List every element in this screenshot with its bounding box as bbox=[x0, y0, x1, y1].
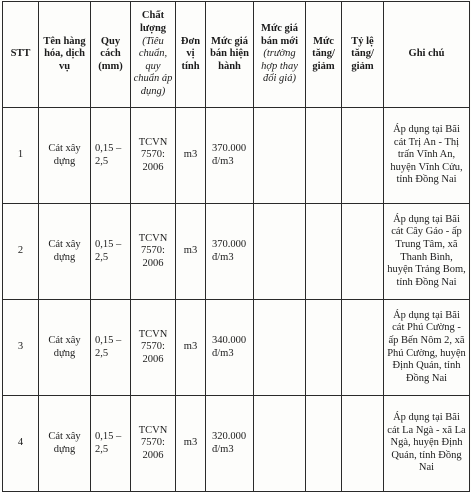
table-row bbox=[3, 300, 470, 396]
cell-stt: 3 bbox=[3, 300, 39, 396]
cell-note: Áp dụng tại Bãi cát La Ngà - xã La Ngà, huyện Định Quán, tỉnh Đồng Nai bbox=[384, 396, 470, 492]
cell-note: Áp dụng tại Bãi cát Phú Cường - ấp Bến Nôm 2, xã Phú Cường, huyện Định Quán, tỉnh Đồng Nai bbox=[384, 300, 470, 396]
table-header-row bbox=[3, 2, 470, 108]
cell-current-price: 370.000 đ/m3 bbox=[206, 108, 254, 204]
cell-new-price bbox=[254, 204, 306, 300]
header-notes: Ghi chú bbox=[384, 2, 470, 108]
cell-change-amount bbox=[306, 396, 342, 492]
cell-standard: TCVN 7570: 2006 bbox=[131, 204, 176, 300]
cell-name: Cát xây dựng bbox=[39, 300, 91, 396]
cell-change-rate bbox=[342, 204, 384, 300]
cell-new-price bbox=[254, 300, 306, 396]
cell-spec: 0,15 – 2,5 bbox=[91, 204, 131, 300]
table-row bbox=[3, 108, 470, 204]
cell-new-price bbox=[254, 108, 306, 204]
cell-stt: 1 bbox=[3, 108, 39, 204]
header-unit: Đơn vị tính bbox=[176, 2, 206, 108]
cell-stt: 2 bbox=[3, 204, 39, 300]
price-list-table bbox=[2, 1, 470, 492]
cell-unit: m3 bbox=[176, 396, 206, 492]
cell-note: Áp dụng tại Bãi cát Trị An - Thị trấn Vĩnh An, huyện Vĩnh Cửu, tỉnh Đồng Nai bbox=[384, 108, 470, 204]
cell-unit: m3 bbox=[176, 204, 206, 300]
cell-change-rate bbox=[342, 300, 384, 396]
cell-note: Áp dụng tại Bãi cát Cây Gáo - ấp Trung Tâm, xã Thanh Bình, huyện Trảng Bom, tỉnh Đồng Nai bbox=[384, 204, 470, 300]
header-quality bbox=[131, 2, 176, 108]
header-change-rate: Tỷ lệ tăng/ giảm bbox=[342, 2, 384, 108]
cell-change-rate bbox=[342, 108, 384, 204]
header-quality-note: (Tiêu chuẩn, quy chuẩn áp dụng) bbox=[133, 35, 173, 97]
header-change-amount: Mức tăng/ giảm bbox=[306, 2, 342, 108]
cell-change-amount bbox=[306, 204, 342, 300]
header-name: Tên hàng hóa, dịch vụ bbox=[39, 2, 91, 108]
cell-standard: TCVN 7570: 2006 bbox=[131, 108, 176, 204]
cell-current-price: 320.000 đ/m3 bbox=[206, 396, 254, 492]
header-quality-title: Chất lượng bbox=[139, 10, 167, 35]
table-body bbox=[3, 108, 470, 492]
cell-spec: 0,15 – 2,5 bbox=[91, 396, 131, 492]
table-row bbox=[3, 204, 470, 300]
cell-change-rate bbox=[342, 396, 384, 492]
cell-change-amount bbox=[306, 300, 342, 396]
header-new-price-note: (trường hợp thay đổi giá) bbox=[261, 48, 298, 85]
cell-current-price: 340.000 đ/m3 bbox=[206, 300, 254, 396]
header-new-price-title: Mức giá bán mới bbox=[260, 23, 299, 47]
cell-change-amount bbox=[306, 108, 342, 204]
cell-spec: 0,15 – 2,5 bbox=[91, 108, 131, 204]
header-new-price bbox=[254, 2, 306, 108]
cell-current-price: 370.000 đ/m3 bbox=[206, 204, 254, 300]
cell-name: Cát xây dựng bbox=[39, 108, 91, 204]
cell-new-price bbox=[254, 396, 306, 492]
cell-name: Cát xây dựng bbox=[39, 204, 91, 300]
header-stt: STT bbox=[3, 2, 39, 108]
cell-standard: TCVN 7570: 2006 bbox=[131, 300, 176, 396]
cell-standard: TCVN 7570: 2006 bbox=[131, 396, 176, 492]
cell-unit: m3 bbox=[176, 108, 206, 204]
header-spec: Quy cách (mm) bbox=[91, 2, 131, 108]
cell-name: Cát xây dựng bbox=[39, 396, 91, 492]
cell-unit: m3 bbox=[176, 300, 206, 396]
table-row bbox=[3, 396, 470, 492]
cell-spec: 0,15 – 2,5 bbox=[91, 300, 131, 396]
cell-stt: 4 bbox=[3, 396, 39, 492]
header-current-price: Mức giá bán hiện hành bbox=[206, 2, 254, 108]
